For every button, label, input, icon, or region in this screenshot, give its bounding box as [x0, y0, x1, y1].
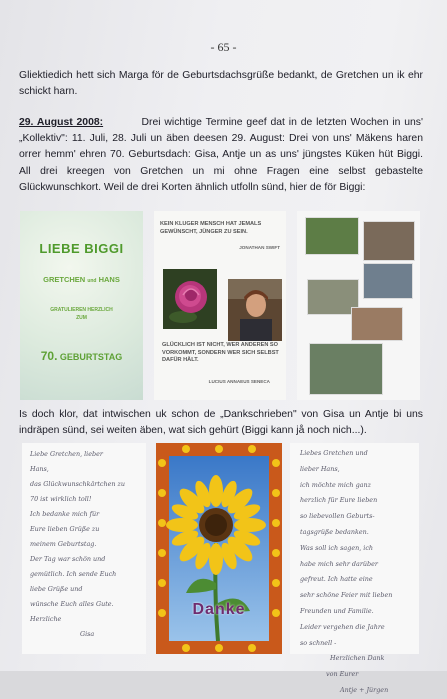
paragraph-thanks-marga: Gliektiedich hett sich Marga för de Geburtsdachsgrüße bedankt, de Gretchen un ik ehr schickt harn.	[19, 70, 423, 98]
quote-swift-author: JONATHAN SWIFT	[239, 245, 280, 250]
letter-antje-line: so schnell -	[300, 638, 337, 647]
letter-antje-closing: Herzlichen Dank	[330, 654, 385, 663]
collage-photo-garden	[305, 217, 359, 255]
entry-date: 29. August 2008:	[19, 117, 104, 128]
card-names	[20, 275, 143, 284]
card-greeting-line2: ZUM	[76, 315, 87, 321]
quote-seneca-author: LUCIUS ANNAEUS SENECA	[208, 379, 270, 384]
letter-antje-line: Was soll ich sagen, ich	[300, 543, 374, 552]
quote-seneca: GLÜCKLICH IST NICHT, WER ANDEREN SO VORKOMMT, SONDERN WER SICH SELBST DAFÜR HÄLT.	[162, 342, 279, 363]
card-name-hans: HANS	[98, 275, 120, 284]
handwritten-letter-gisa	[22, 443, 146, 654]
entry-text: Drei wichtige Termine geef dat in de letzten Wochen in uns' „Kollektiv": 11. Juli, 28. Juli un äben deesen 29. August: Drei von uns' Mäkens haren orrer hemm' ehren 70. Geburtsdach: Gisa, Antje un as uns' jüngstes Küken hüt Biggi. All drei kreegen von Gretchen un mi ohne Fragen eine selbst gebastelte Glückwunschkort. Weil de drei Korten ähnlich utfolln sünd, hier de för Biggi:	[19, 117, 423, 193]
letter-antje-signature: Antje + Jürgen	[340, 685, 389, 694]
collage-photo-portraits	[351, 307, 403, 341]
card-title: LIEBE BIGGI	[39, 241, 124, 256]
portrait-image	[228, 279, 282, 341]
card-birthday-line	[20, 349, 143, 363]
letter-gisa-text	[30, 447, 125, 642]
letter-antje-line: Liebes Gretchen und	[300, 449, 368, 457]
letter-gisa-line: das Glückwunschkärtchen zu	[30, 480, 126, 488]
photo-collage-card	[297, 211, 420, 400]
letter-antje-line: lieber Hans,	[300, 464, 340, 473]
letter-antje-line: habe mich sehr darüber	[300, 559, 378, 568]
letter-antje-line: tagsgrüße bedanken.	[300, 527, 369, 536]
collage-photo-group-outdoor	[363, 263, 413, 299]
card-names-und: und	[87, 278, 97, 284]
letter-antje-line: ich möchte mich ganz	[300, 480, 371, 489]
card-name-gretchen: GRETCHEN	[43, 275, 86, 284]
letter-gisa-line: Der Tag war schön und	[30, 555, 106, 563]
letter-gisa-line: meinem Geburtstag.	[30, 540, 97, 548]
portrait-photo	[228, 279, 282, 341]
page-number: - 65 -	[210, 40, 237, 54]
rose-image	[163, 269, 217, 329]
letter-antje-line: herzlich für Eure lieben	[300, 496, 378, 505]
letter-gisa-line: Ich bedanke mich für	[30, 510, 100, 518]
letter-antje-line: sehr schöne Feier mit lieben	[300, 591, 393, 600]
quote-swift: KEIN KLUGER MENSCH HAT JEMALS GEWÜNSCHT, JÜNGER ZU SEIN.	[160, 221, 262, 235]
card-birthday-word: GEBURTSTAG	[59, 352, 123, 362]
card-greeting	[20, 306, 143, 322]
card-greeting-line1: GRATULIEREN HERZLICH	[50, 307, 113, 313]
rose-photo	[163, 269, 217, 329]
letter-gisa-line: Liebe Gretchen, lieber	[30, 450, 103, 458]
letter-gisa-line: Hans,	[30, 465, 49, 473]
letter-antje-line: so liebevollen Geburts-	[300, 512, 375, 521]
birthday-card-inside	[154, 211, 286, 400]
sunflower-danke-card	[156, 443, 282, 654]
collage-photo-large-group	[309, 343, 383, 395]
letter-gisa-signature: Gisa	[80, 630, 95, 638]
collage-photo-house	[363, 221, 415, 261]
letter-gisa-line: 70 ist wirklich toll!	[30, 495, 92, 503]
letter-antje-text	[300, 446, 392, 699]
letter-gisa-line: Eure lieben Grüße zu	[30, 525, 100, 533]
sunflower-artwork	[156, 443, 282, 654]
handwritten-letter-antje	[290, 443, 419, 694]
letter-antje-line: Freunden und Familie.	[300, 606, 374, 615]
letter-gisa-line: liebe Grüße und	[30, 585, 83, 593]
card-birthday-number: 70.	[40, 349, 58, 363]
letter-gisa-line: gemütlich. Ich sende Euch	[30, 570, 117, 578]
birthday-card-front	[20, 211, 143, 400]
letter-antje-line: gefreut. Ich hatte eine	[300, 575, 373, 584]
danke-label: Danke	[192, 601, 246, 618]
letter-gisa-line: Herzliche	[30, 615, 62, 623]
letter-gisa-line: wünsche Euch alles Gute.	[30, 600, 114, 608]
letter-antje-closing: von Eurer	[326, 670, 359, 679]
paragraph-thank-you-letters: Is doch klor, dat intwischen uk schon de „Dankschrieben" von Gisa un Antje bi uns indräpen sünd, sei weiten äben, wat sich gehürt (Biggi kann jå noch nich...).	[19, 409, 423, 437]
paragraph-birthdays	[19, 115, 423, 196]
letter-antje-line: Leider vergehen die Jahre	[300, 622, 385, 631]
